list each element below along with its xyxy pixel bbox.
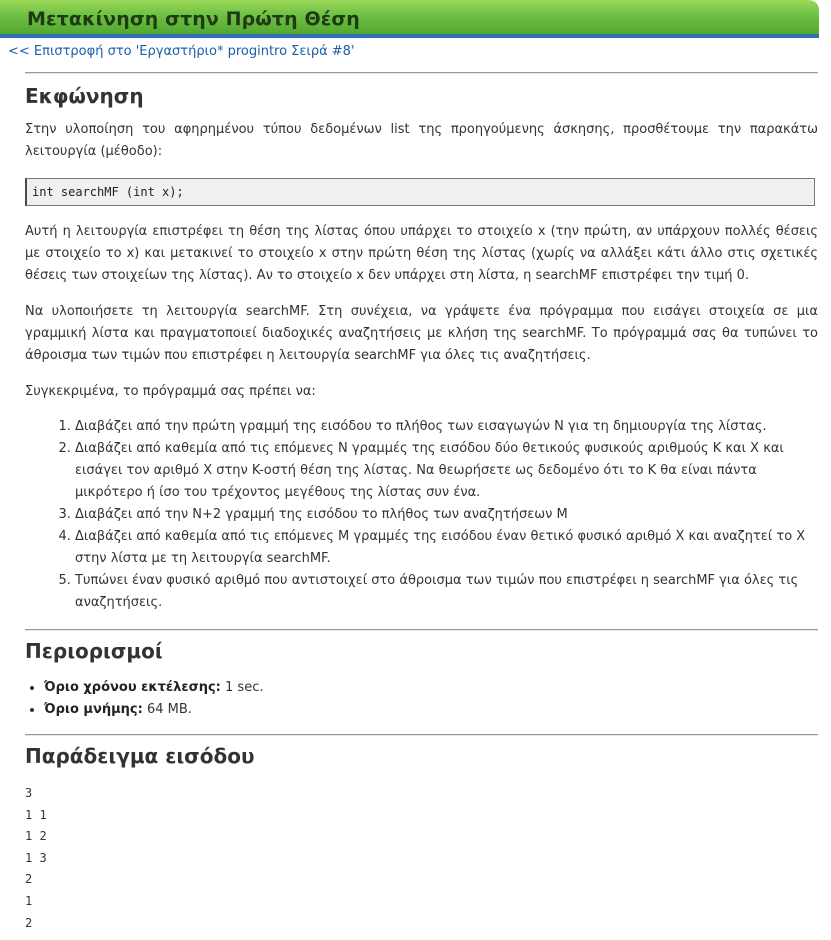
- page-title: Μετακίνηση στην Πρώτη Θέση: [27, 8, 360, 30]
- list-item: [44, 699, 263, 721]
- constraints-list: [25, 677, 263, 721]
- list-item: 4. Διαβάζει από καθεμία από τις επόμενες M γραμμές της εισόδου έναν θετικό φυσικό αριθμό X και αναζητεί το X στην λίστα με τη λειτουργία searchMF.: [75, 526, 818, 570]
- sample-line: 1 2: [25, 829, 47, 844]
- method-signature: int searchMF (int x);: [25, 178, 815, 206]
- divider: [25, 629, 818, 631]
- list-item: [44, 677, 263, 699]
- divider: [25, 734, 818, 736]
- time-limit-label: Όριο χρόνου εκτέλεσης:: [44, 680, 221, 695]
- statement-description: Αυτή η λειτουργία επιστρέφει τη θέση της λίστας όπου υπάρχει το στοιχείο x (την πρώτη, αν υπάρχουν πολλές θέσεις με στοιχείο το x) και μετακινεί το στοιχείο x στην πρώτη θέση της λίστας (χωρίς να αλλάξει κάτι άλλο στις σχετικές θέσεις των στοιχείων της λίστας). Αν το στοιχείο x δεν υπάρχει στη λίστα, η searchMF επιστρέφει την τιμή 0.: [25, 224, 818, 283]
- time-limit-value: 1 sec.: [225, 680, 264, 695]
- sample-input-block: [25, 783, 47, 934]
- sample-line: 2: [25, 915, 33, 930]
- memory-limit-value: 64 MB.: [146, 702, 192, 717]
- sample-line: 3: [25, 786, 33, 800]
- sample-line: 1 1: [25, 807, 47, 822]
- back-link[interactable]: << Επιστροφή στο 'Εργαστήριο* progintro Σειρά #8': [8, 44, 355, 59]
- title-bar: [0, 0, 819, 38]
- list-item: 5. Τυπώνει έναν φυσικό αριθμό που αντιστοιχεί στο άθροισμα των τιμών που επιστρέφει η searchMF για όλες τις αναζητήσεις.: [75, 570, 818, 614]
- steps-intro: Συγκεκριμένα, το πρόγραμμά σας πρέπει να:: [25, 384, 316, 399]
- sample-line: 2: [25, 872, 33, 887]
- statement-intro: Στην υλοποίηση του αφηρημένου τύπου δεδομένων list της προηγούμενης άσκησης, προσθέτουμε την παρακάτω λειτουργία (μέθοδο):: [25, 122, 818, 159]
- list-item: 1. Διαβάζει από την πρώτη γραμμή της εισόδου το πλήθος των εισαγωγών N για τη δημιουργία της λίστας.: [75, 416, 818, 438]
- sample-line: 1 3: [25, 850, 47, 865]
- statement-heading: Εκφώνηση: [25, 84, 144, 108]
- list-item: 3. Διαβάζει από την N+2 γραμμή της εισόδου το πλήθος των αναζητήσεων M: [75, 504, 818, 526]
- steps-list: [25, 416, 818, 614]
- memory-limit-label: Όριο μνήμης:: [44, 702, 143, 717]
- statement-task: Να υλοποιήσετε τη λειτουργία searchMF. Στη συνέχεια, να γράψετε ένα πρόγραμμα που εισάγει στοιχεία σε μια γραμμική λίστα και πραγματοποιεί διαδοχικές αναζητήσεις με κλήση της searchMF. Το πρόγραμμά σας θα τυπώνει το άθροισμα των τιμών που επιστρέφει η λειτουργία searchMF για όλες τις αναζητήσεις.: [25, 304, 818, 363]
- divider: [25, 72, 818, 74]
- sample-input-heading: Παράδειγμα εισόδου: [25, 744, 255, 768]
- sample-line: 1: [25, 893, 33, 908]
- constraints-heading: Περιορισμοί: [25, 639, 163, 663]
- list-item: 2. Διαβάζει από καθεμία από τις επόμενες N γραμμές της εισόδου δύο θετικούς φυσικούς αριθμούς K και X και εισάγει τον αριθμό X στην K-οστή θέση της λίστας. Να θεωρήσετε ως δεδομένο ότι το K θα είναι πάντα μικρότερο ή ίσο του τρέχοντος μεγέθους της λίστας συν ένα.: [75, 438, 818, 504]
